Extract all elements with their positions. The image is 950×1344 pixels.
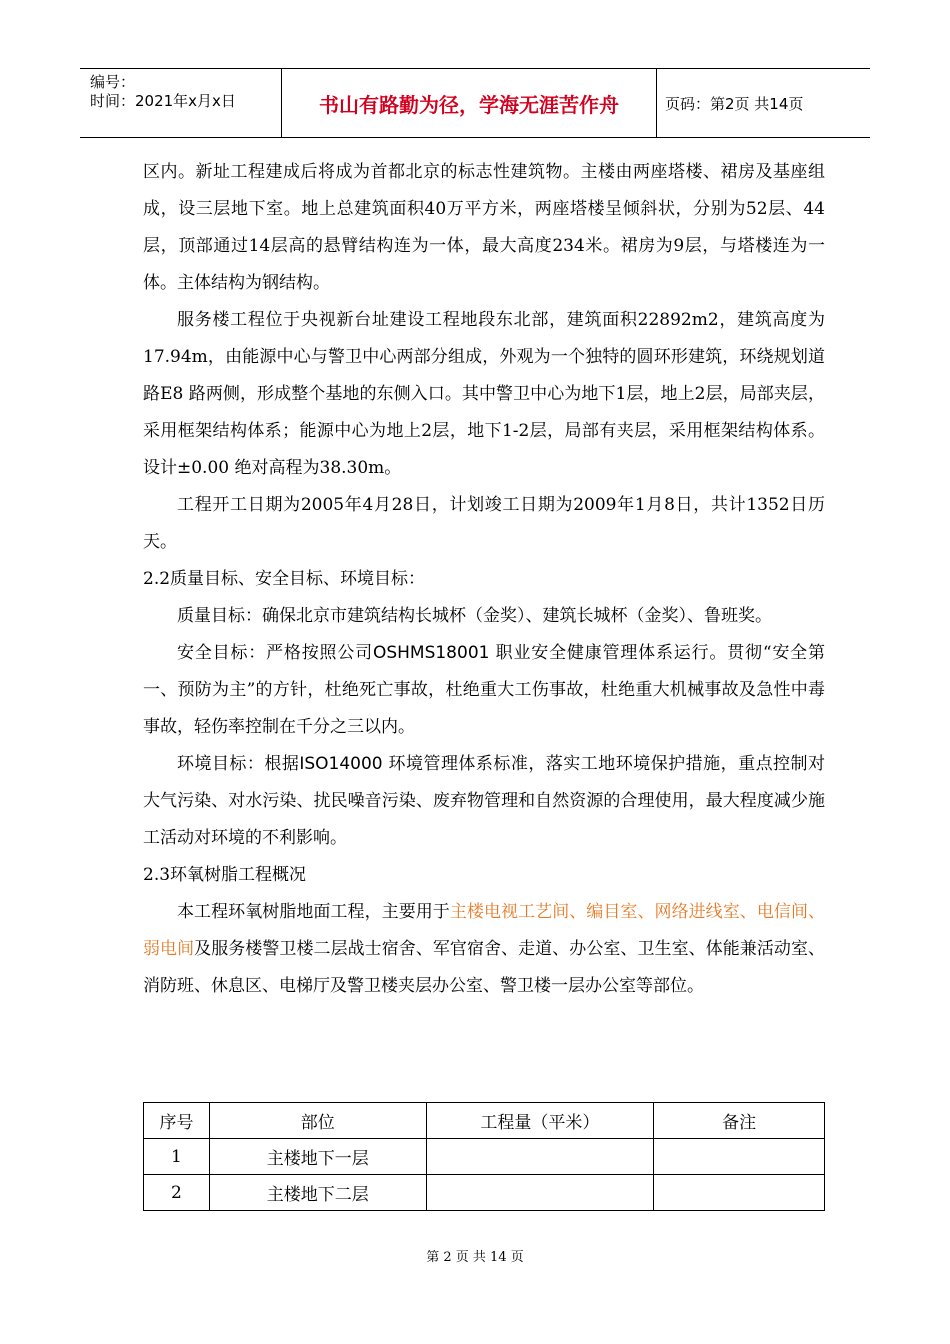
paragraph-safety-goal xyxy=(143,635,825,746)
paragraph-schedule: 工程开工日期为2005年4月28日，计划竣工日期为2009年1月8日，共计1352日历天。 xyxy=(143,495,825,552)
page-header xyxy=(80,68,870,138)
table-cell xyxy=(654,1175,825,1211)
safety-text-b: 职业安全健康管理体系运行。贯彻“安全第一、预防为主”的方针，杜绝死亡事故，杜绝重大工伤事故，杜绝重大机械事故及急性中毒事故，轻伤率控制在千分之三以内。 xyxy=(143,643,825,737)
table-row xyxy=(144,1175,825,1211)
table-row xyxy=(144,1139,825,1175)
env-standard-code: ISO14000 xyxy=(299,754,383,774)
table-header-cell: 部位 xyxy=(209,1103,426,1139)
env-text-b: 环境管理体系标准，落实工地环境保护措施，重点控制对大气污染、对水污染、扰民噪音污染、废弃物管理和自然资源的合理使用，最大程度减少施工活动对环境的不利影响。 xyxy=(143,754,826,848)
epoxy-highlight: 主楼电视工艺间、编目室、网络进线室、电信间、弱电间 xyxy=(143,902,826,959)
table-cell: 1 xyxy=(144,1139,210,1175)
time-label: 时间：2021年x月x日 xyxy=(90,92,236,110)
env-text-a: 环境目标：根据 xyxy=(177,754,300,774)
document-body xyxy=(143,154,825,1005)
section-heading-2-3: 2.3环氧树脂工程概况 xyxy=(143,865,307,885)
quantity-table xyxy=(143,1102,825,1211)
section-heading-2-2: 2.2质量目标、安全目标、环境目标： xyxy=(143,569,426,589)
safety-text-a: 安全目标：严格按照公司 xyxy=(177,643,373,663)
table-header-cell: 备注 xyxy=(654,1103,825,1139)
table-cell xyxy=(426,1175,654,1211)
header-page-info: 页码：第2页 共14页 xyxy=(665,94,804,113)
page-footer: 第 2 页 共 14 页 xyxy=(426,1250,524,1265)
table-header-cell: 序号 xyxy=(144,1103,210,1139)
header-meta xyxy=(80,69,282,137)
header-motto: 书山有路勤为径，学海无涯苦作舟 xyxy=(282,69,657,137)
table-header-row xyxy=(144,1103,825,1139)
table-cell xyxy=(654,1139,825,1175)
table-cell: 2 xyxy=(144,1175,210,1211)
number-label: 编号： xyxy=(90,73,136,91)
epoxy-text-b: 及服务楼警卫楼二层战士宿舍、军官宿舍、走道、办公室、卫生室、体能兼活动室、消防班、休息区、电梯厅及警卫楼夹层办公室、警卫楼一层办公室等部位。 xyxy=(143,939,826,996)
paragraph-service-building: 服务楼工程位于央视新台址建设工程地段东北部，建筑面积22892m2，建筑高度为17.94m，由能源中心与警卫中心两部分组成，外观为一个独特的圆环形建筑，环绕规划道路E8 路两侧，形成整个基地的东侧入口。其中警卫中心为地下1层，地上2层，局部夹层，采用框架结构体系；能源中心为地上2层，地下1-2层，局部有夹层，采用框架结构体系。设计±0.00 绝对高程为38.30m。 xyxy=(143,310,825,478)
table-cell: 主楼地下一层 xyxy=(209,1139,426,1175)
safety-standard-code: OSHMS18001 xyxy=(372,643,490,663)
table-cell: 主楼地下二层 xyxy=(209,1175,426,1211)
table-cell xyxy=(426,1139,654,1175)
paragraph-epoxy-overview xyxy=(143,894,825,1005)
table-header-cell: 工程量（平米） xyxy=(426,1103,654,1139)
paragraph-quality-goal: 质量目标：确保北京市建筑结构长城杯（金奖）、建筑长城杯（金奖）、鲁班奖。 xyxy=(177,606,772,626)
paragraph-main-building: 区内。新址工程建成后将成为首都北京的标志性建筑物。主楼由两座塔楼、裙房及基座组成，设三层地下室。地上总建筑面积40万平方米，两座塔楼呈倾斜状，分别为52层、44层，顶部通过14层高的悬臂结构连为一体，最大高度234米。裙房为9层，与塔楼连为一体。主体结构为钢结构。 xyxy=(143,162,825,293)
paragraph-environment-goal xyxy=(143,746,825,857)
epoxy-text-a: 本工程环氧树脂地面工程，主要用于 xyxy=(177,902,450,922)
